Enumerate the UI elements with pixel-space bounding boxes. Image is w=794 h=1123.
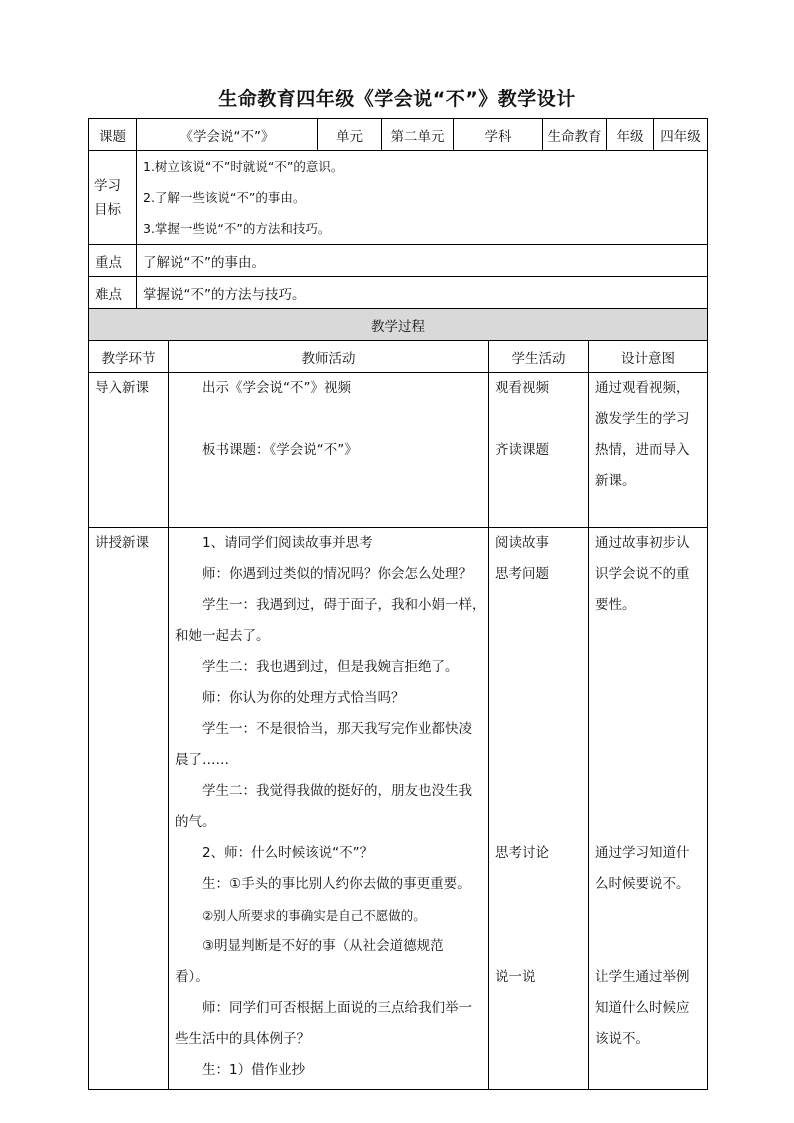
intent-line: 要性。 bbox=[595, 597, 636, 613]
teacher-line: 看）。 bbox=[175, 969, 209, 985]
key-point-label: 重点 bbox=[89, 245, 137, 277]
student-line: 思考问题 bbox=[495, 566, 549, 582]
lesson-label: 课题 bbox=[89, 119, 137, 151]
student-line bbox=[489, 807, 588, 838]
intent-line: 通过故事初步认 bbox=[595, 535, 690, 551]
intent-line bbox=[589, 807, 707, 838]
student-line bbox=[489, 869, 588, 900]
intent-line bbox=[589, 745, 707, 776]
student-line: 齐读课题 bbox=[495, 442, 549, 458]
intent-line: 让学生通过举例 bbox=[595, 969, 690, 985]
student-line bbox=[489, 683, 588, 714]
lecture-row bbox=[89, 528, 708, 1090]
intro-student-cell bbox=[489, 373, 589, 528]
teacher-line: ②别人所要求的事确实是自己不愿做的。 bbox=[202, 908, 426, 923]
teacher-line: 板书课题：《学会说“不”》 bbox=[202, 442, 358, 458]
student-line bbox=[489, 404, 588, 435]
intent-line bbox=[589, 776, 707, 807]
objectives-cell bbox=[137, 151, 708, 245]
intro-intent-cell bbox=[589, 373, 708, 528]
teacher-line: ③明显判断是不好的事（从社会道德规范 bbox=[202, 938, 444, 954]
header-student: 学生活动 bbox=[489, 341, 589, 373]
student-line: 阅读故事 bbox=[495, 535, 549, 551]
intent-line bbox=[589, 900, 707, 931]
teacher-line bbox=[169, 404, 488, 435]
teacher-line: 学生二：我也遇到过，但是我婉言拒绝了。 bbox=[202, 659, 459, 675]
teacher-line: 和她一起去了。 bbox=[175, 628, 270, 644]
objective-item: 3.掌握一些说“不”的方法和技巧。 bbox=[143, 221, 331, 236]
subject-value: 生命教育 bbox=[543, 119, 607, 151]
difficulty-label: 难点 bbox=[89, 277, 137, 309]
objective-item: 2.了解一些该说“不”的事由。 bbox=[143, 190, 306, 205]
teacher-line: 1、请同学们阅读故事并思考 bbox=[202, 535, 373, 551]
teacher-line: 生：1）借作业抄 bbox=[202, 1062, 306, 1078]
key-point-value: 了解说“不”的事由。 bbox=[137, 245, 708, 277]
process-band-header: 教学过程 bbox=[89, 309, 708, 341]
student-line bbox=[489, 652, 588, 683]
teacher-line: 晨了…… bbox=[175, 752, 229, 768]
teacher-line: 些生活中的具体例子？ bbox=[175, 1031, 310, 1047]
teacher-line: 学生一：我遇到过，碍于面子，我和小娟一样， bbox=[202, 597, 486, 613]
student-line: 思考讨论 bbox=[495, 845, 549, 861]
intent-line: 通过学习知道什 bbox=[595, 845, 690, 861]
teacher-line: 生：①手头的事比别人约你去做的事更重要。 bbox=[202, 876, 471, 892]
student-line bbox=[489, 714, 588, 745]
teacher-line: 2、师：什么时候该说“不”？ bbox=[202, 845, 374, 861]
lecture-intent-cell bbox=[589, 528, 708, 1090]
unit-value: 第二单元 bbox=[382, 119, 454, 151]
header-intent: 设计意图 bbox=[589, 341, 708, 373]
intent-line: 通过观看视频， bbox=[595, 380, 690, 396]
student-line bbox=[489, 776, 588, 807]
document-title: 生命教育四年级《学会说“不”》教学设计 bbox=[218, 88, 576, 110]
intent-line bbox=[589, 683, 707, 714]
teacher-line: 学生一：不是很恰当，那天我写完作业都快凌 bbox=[202, 721, 472, 737]
objective-item: 1.树立该说“不”时就说“不”的意识。 bbox=[143, 159, 344, 174]
grade-value: 四年级 bbox=[654, 119, 708, 151]
intro-teacher-cell bbox=[169, 373, 489, 528]
intent-line bbox=[589, 621, 707, 652]
intent-line: 知道什么时候应 bbox=[595, 1000, 690, 1016]
teacher-line: 师：你认为你的处理方式恰当吗？ bbox=[202, 690, 405, 706]
lesson-info-table bbox=[88, 118, 708, 309]
teacher-line: 学生二：我觉得我做的挺好的，朋友也没生我 bbox=[202, 783, 472, 799]
intent-line: 新课。 bbox=[595, 473, 636, 489]
student-line bbox=[489, 900, 588, 931]
student-line: 说一说 bbox=[495, 969, 536, 985]
student-line bbox=[489, 590, 588, 621]
intent-line: 该说不。 bbox=[595, 1031, 649, 1047]
teaching-process-table bbox=[88, 308, 708, 1090]
teacher-line: 的气。 bbox=[175, 814, 216, 830]
grade-label: 年级 bbox=[607, 119, 654, 151]
intro-stage: 导入新课 bbox=[95, 380, 149, 396]
intent-line: 热情，进而导入 bbox=[595, 442, 690, 458]
lecture-teacher-cell bbox=[169, 528, 489, 1090]
student-line bbox=[489, 621, 588, 652]
header-teacher: 教师活动 bbox=[169, 341, 489, 373]
lecture-stage-cell bbox=[89, 528, 169, 1090]
unit-label: 单元 bbox=[318, 119, 382, 151]
student-line: 观看视频 bbox=[495, 380, 549, 396]
teacher-line: 师：你遇到过类似的情况吗？你会怎么处理？ bbox=[202, 566, 472, 582]
difficulty-value: 掌握说“不”的方法与技巧。 bbox=[137, 277, 708, 309]
intent-line: 激发学生的学习 bbox=[595, 411, 690, 427]
teacher-line: 出示《学会说“不”》视频 bbox=[202, 380, 351, 396]
objectives-label: 学习目标 bbox=[89, 151, 137, 245]
lecture-stage: 讲授新课 bbox=[95, 535, 149, 551]
intent-line bbox=[589, 931, 707, 962]
intent-line: 么时候要说不。 bbox=[595, 876, 690, 892]
intro-row bbox=[89, 373, 708, 528]
lecture-student-cell bbox=[489, 528, 589, 1090]
teacher-line: 师：同学们可否根据上面说的三点给我们举一 bbox=[202, 1000, 472, 1016]
intent-line: 识学会说不的重 bbox=[595, 566, 690, 582]
intent-line bbox=[589, 714, 707, 745]
intent-line bbox=[589, 652, 707, 683]
student-line bbox=[489, 745, 588, 776]
subject-label: 学科 bbox=[454, 119, 543, 151]
lesson-value: 《学会说“不”》 bbox=[137, 119, 318, 151]
intro-stage-cell bbox=[89, 373, 169, 528]
header-stage: 教学环节 bbox=[89, 341, 169, 373]
student-line bbox=[489, 931, 588, 962]
